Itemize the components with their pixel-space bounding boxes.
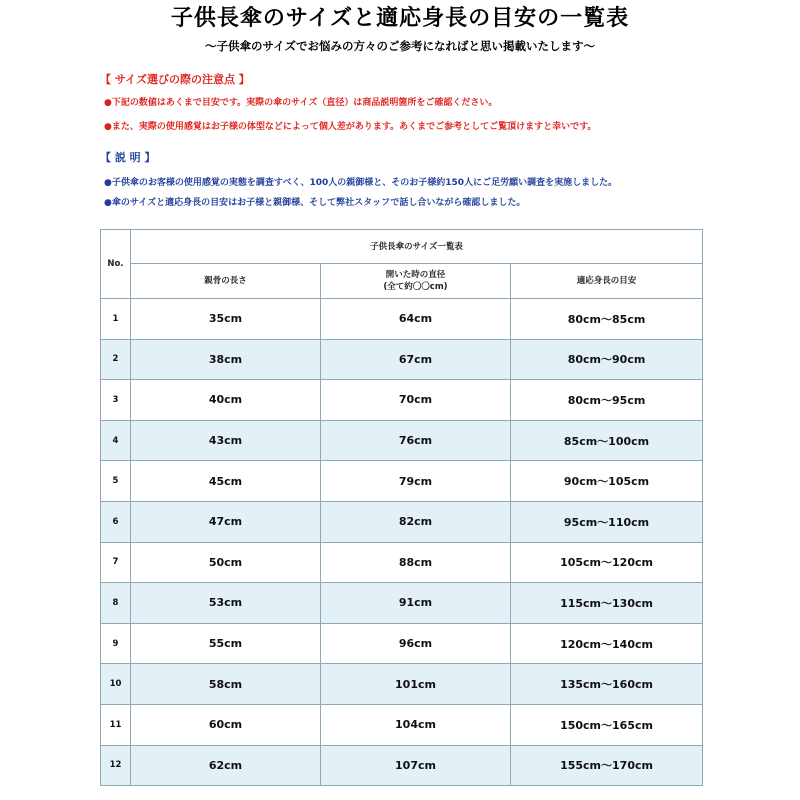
row-number: 1 [101,299,131,340]
rib-length-cell: 47cm [131,501,321,542]
diameter-cell: 76cm [321,420,511,461]
rib-length-cell: 45cm [131,461,321,502]
height-cell: 150cm～165cm [511,704,703,745]
row-number: 2 [101,339,131,380]
explanation-heading: 【 説 明 】 [100,151,156,164]
rib-length-header: 親骨の長さ [131,264,321,299]
height-cell: 95cm～110cm [511,501,703,542]
height-cell: 115cm～130cm [511,583,703,624]
diameter-cell: 67cm [321,339,511,380]
height-cell: 80cm～95cm [511,380,703,421]
no-column-header: No. [101,230,131,299]
explanation-item: ●子供傘のお客様の使用感覚の実態を調査すべく、100人の親御様と、そのお子様約150人にご足労願い調査を実施しました。 [104,178,618,188]
explanation-item: ●傘のサイズと適応身長の目安はお子様と親御様、そして弊社スタッフで話し合いながら確認しました。 [104,198,526,208]
note-item: ●また、実際の使用感覚はお子様の体型などによって個人差があります。あくまでご参考としてご覧頂けますと幸いです。 [104,122,597,132]
height-cell: 85cm～100cm [511,420,703,461]
height-cell: 155cm～170cm [511,745,703,786]
height-cell: 135cm～160cm [511,664,703,705]
rib-length-cell: 38cm [131,339,321,380]
row-number: 11 [101,704,131,745]
diameter-header-line1: 開いた時の直径 [385,270,446,280]
height-cell: 80cm～90cm [511,339,703,380]
table-row [101,745,703,786]
diameter-cell: 79cm [321,461,511,502]
height-cell: 80cm～85cm [511,299,703,340]
row-number: 10 [101,664,131,705]
rib-length-cell: 43cm [131,420,321,461]
height-cell: 90cm～105cm [511,461,703,502]
row-number: 5 [101,461,131,502]
table-row [101,461,703,502]
table-row [101,380,703,421]
height-cell: 105cm～120cm [511,542,703,583]
diameter-cell: 101cm [321,664,511,705]
table-row [101,623,703,664]
table-row [101,542,703,583]
size-table [100,229,703,786]
page-subtitle: ～子供傘のサイズでお悩みの方々のご参考になればと思い掲載いたします～ [204,39,596,53]
notes-heading: 【 サイズ選びの際の注意点 】 [100,73,250,86]
row-number: 4 [101,420,131,461]
diameter-cell: 64cm [321,299,511,340]
rib-length-cell: 50cm [131,542,321,583]
table-row [101,339,703,380]
height-header: 適応身長の目安 [511,264,703,299]
table-row [101,501,703,542]
rib-length-cell: 60cm [131,704,321,745]
page-title: 子供長傘のサイズと適応身長の目安の一覧表 [170,6,630,31]
diameter-cell: 104cm [321,704,511,745]
note-item: ●下記の数値はあくまで目安です。実際の傘のサイズ（直径）は商品説明箇所をご確認ください。 [104,98,498,108]
rib-length-cell: 62cm [131,745,321,786]
table-caption: 子供長傘のサイズ一覧表 [131,230,703,264]
diameter-header [321,264,511,299]
row-number: 7 [101,542,131,583]
rib-length-cell: 55cm [131,623,321,664]
table-header-row [101,264,703,299]
rib-length-cell: 53cm [131,583,321,624]
rib-length-cell: 58cm [131,664,321,705]
row-number: 9 [101,623,131,664]
table-caption-row [101,230,703,264]
diameter-cell: 91cm [321,583,511,624]
diameter-cell: 96cm [321,623,511,664]
table-row [101,420,703,461]
diameter-cell: 88cm [321,542,511,583]
row-number: 3 [101,380,131,421]
table-row [101,704,703,745]
rib-length-cell: 35cm [131,299,321,340]
height-cell: 120cm～140cm [511,623,703,664]
table-body [101,299,703,786]
row-number: 6 [101,501,131,542]
diameter-header-line2: (全て約〇〇cm) [383,282,448,292]
table-row [101,299,703,340]
diameter-cell: 82cm [321,501,511,542]
diameter-cell: 70cm [321,380,511,421]
diameter-cell: 107cm [321,745,511,786]
row-number: 12 [101,745,131,786]
table-row [101,664,703,705]
row-number: 8 [101,583,131,624]
rib-length-cell: 40cm [131,380,321,421]
table-row [101,583,703,624]
